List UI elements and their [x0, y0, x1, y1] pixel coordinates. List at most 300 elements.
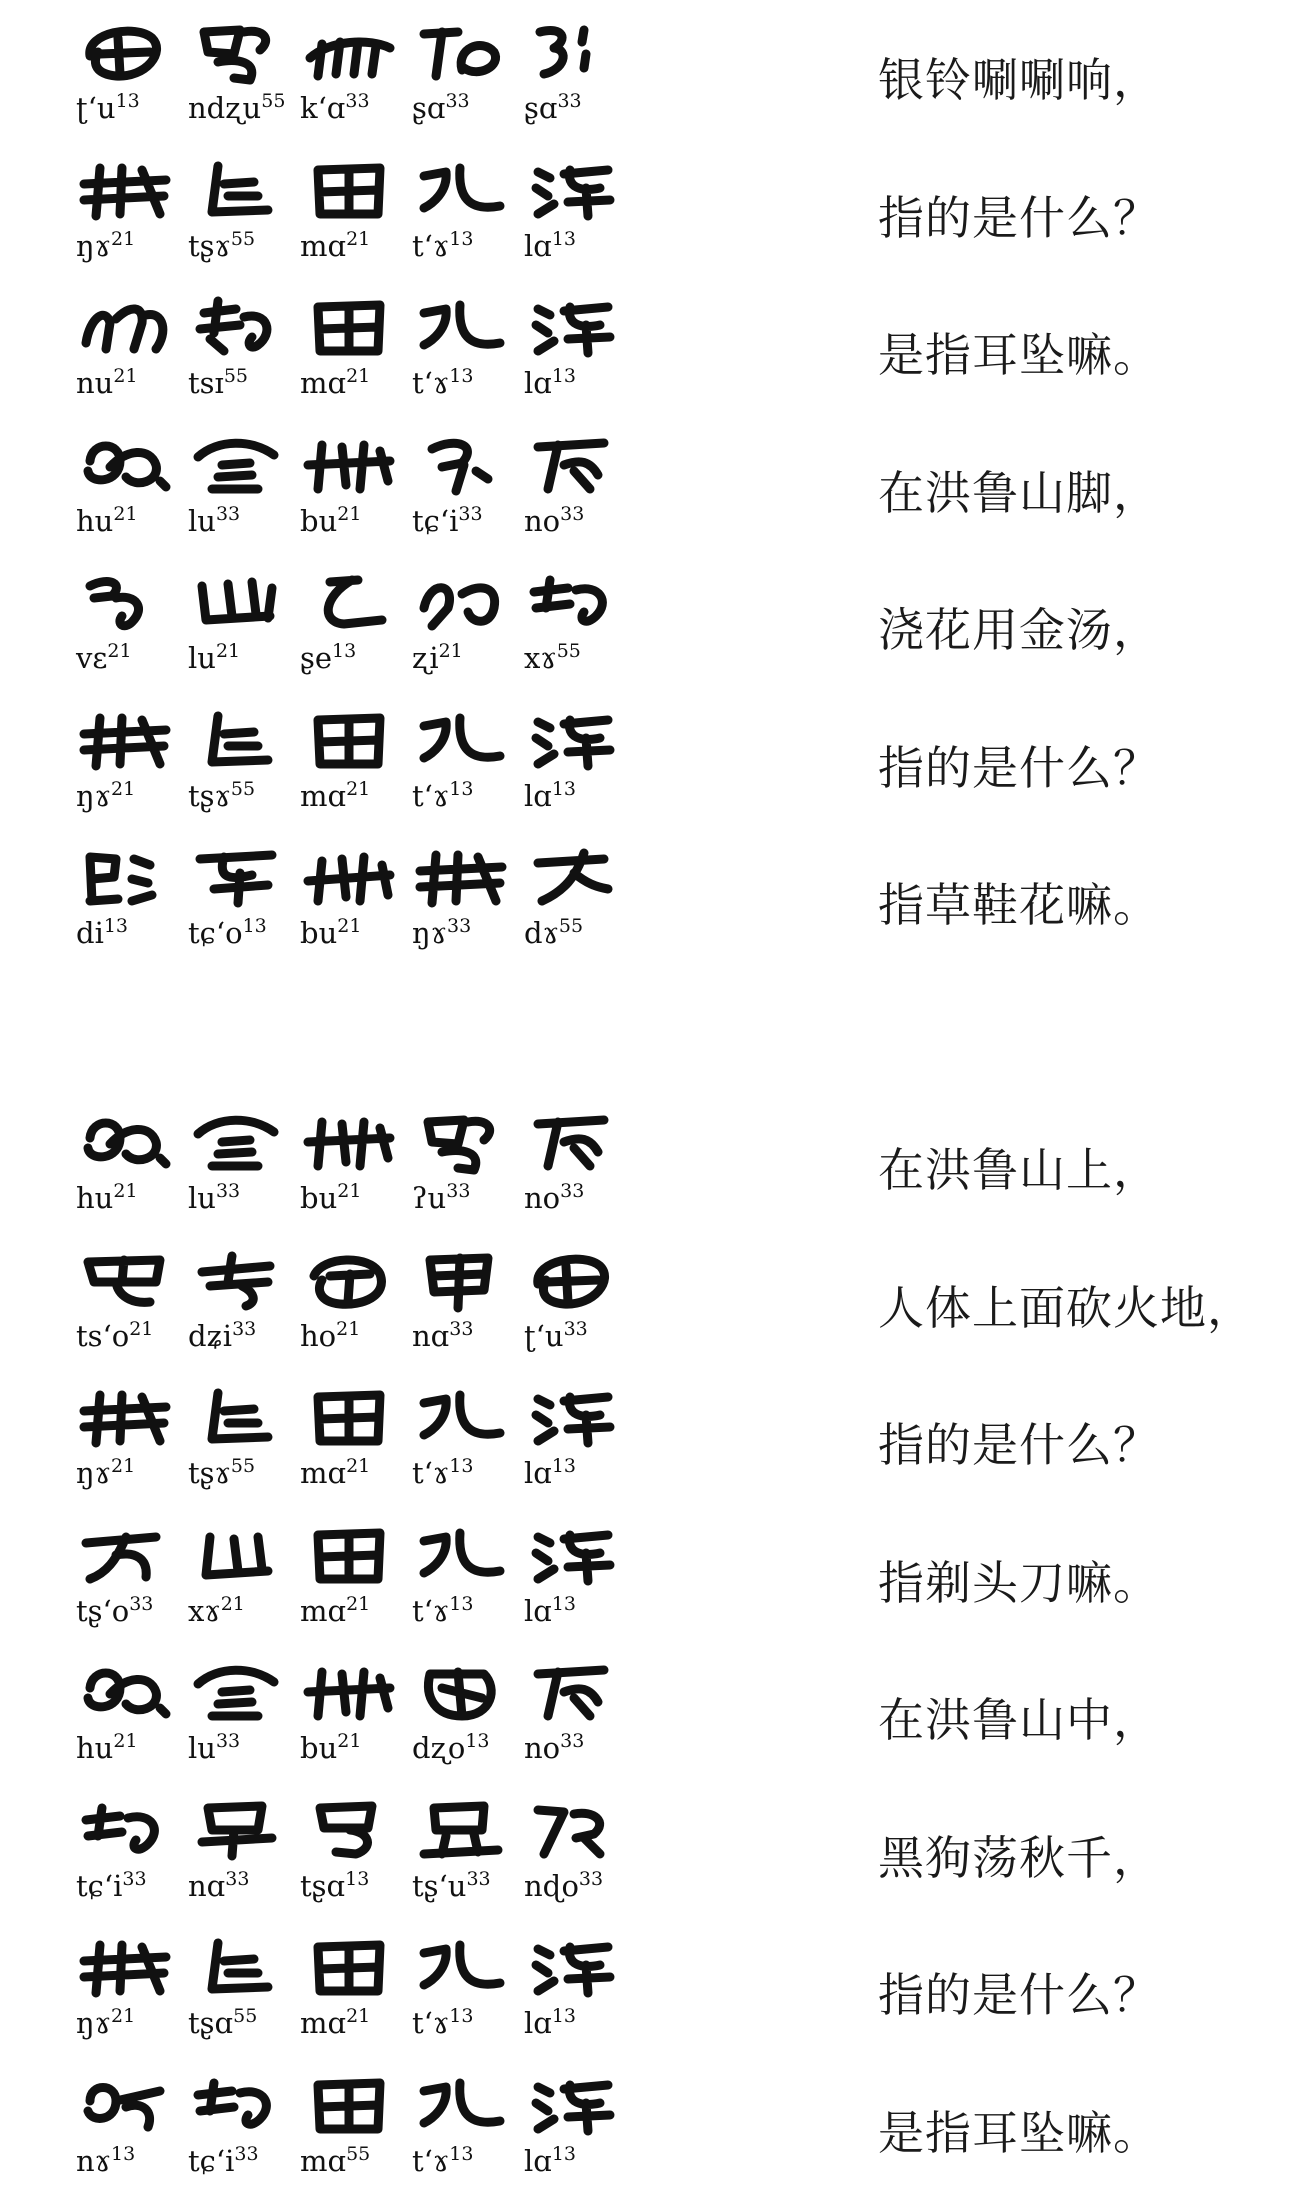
script-glyph-group — [76, 1796, 636, 1866]
syllable — [524, 1318, 622, 1358]
syllable-base: tɕʻi — [412, 503, 459, 538]
chinese-translation: 指草鞋花嘛。 — [878, 878, 1160, 932]
syllable-base: mɑ — [300, 1456, 347, 1490]
script-glyph-group — [76, 1933, 636, 2003]
syllable-base: ŋɤ — [412, 916, 448, 950]
syllable-base: lɑ — [524, 1456, 552, 1490]
syllable — [524, 365, 622, 405]
verse-line — [0, 1513, 1312, 1651]
script-glyph — [524, 431, 622, 501]
tone-number: 21 — [337, 502, 362, 525]
syllable — [524, 90, 622, 130]
syllable — [300, 778, 398, 818]
script-glyph — [412, 293, 510, 363]
script-glyph — [300, 1246, 398, 1316]
syllable-base: no — [524, 1731, 561, 1765]
script-glyph — [188, 293, 286, 363]
syllable-base: lu — [188, 503, 216, 538]
verse-line — [0, 1650, 1312, 1788]
script-glyph — [188, 2071, 286, 2141]
syllable — [412, 1868, 510, 1908]
phonetic-line — [76, 2143, 636, 2183]
syllable-base: tʂɤ — [188, 228, 231, 263]
chinese-translation: 人体上面砍火地， — [878, 1280, 1254, 1335]
tone-number: 55 — [261, 90, 286, 112]
syllable — [76, 1180, 174, 1220]
script-glyph-group — [76, 293, 636, 363]
script-glyph — [188, 1383, 286, 1453]
syllable-base: tʻɤ — [412, 2143, 450, 2178]
syllable — [300, 915, 398, 955]
script-glyph — [76, 1658, 174, 1728]
verse-line — [0, 835, 1312, 973]
tone-number: 55 — [223, 365, 248, 387]
script-glyph — [524, 843, 622, 913]
phonetic-line — [76, 1730, 636, 1770]
syllable — [524, 778, 622, 818]
tone-number: 33 — [225, 1867, 250, 1890]
syllable-base: ʂɑ — [412, 91, 446, 125]
tone-number: 13 — [449, 777, 474, 800]
syllable-base: no — [524, 503, 561, 538]
script-glyph — [524, 2071, 622, 2141]
script-glyph-group — [76, 2071, 636, 2141]
syllable — [188, 365, 286, 405]
syllable — [76, 1730, 174, 1770]
script-glyph — [300, 1521, 398, 1591]
script-glyph — [188, 1521, 286, 1591]
syllable — [300, 1593, 398, 1633]
script-glyph — [524, 1658, 622, 1728]
syllable — [524, 2005, 622, 2045]
script-glyph — [524, 568, 622, 638]
tone-number: 13 — [551, 2142, 577, 2165]
tone-number: 13 — [449, 365, 474, 387]
syllable-base: ŋɤ — [76, 778, 112, 813]
script-glyph — [188, 1796, 286, 1866]
syllable — [76, 1868, 174, 1908]
syllable-base: lu — [188, 1181, 216, 1215]
section-2 — [0, 1100, 1312, 2200]
syllable — [188, 1730, 286, 1770]
phonetic-line — [76, 1868, 636, 1908]
script-glyph — [412, 1521, 510, 1591]
syllable — [300, 1180, 398, 1220]
tone-number: 13 — [551, 2005, 577, 2027]
tone-number: 21 — [111, 1455, 136, 1477]
section-1 — [0, 10, 1312, 973]
script-glyph — [188, 18, 286, 88]
script-glyph — [412, 1383, 510, 1453]
tone-number: 21 — [346, 1455, 371, 1477]
syllable-base: lɑ — [524, 2143, 552, 2178]
script-glyph — [524, 1933, 622, 2003]
syllable — [188, 778, 286, 818]
tone-number: 13 — [551, 1592, 577, 1615]
script-glyph-group — [76, 156, 636, 226]
syllable-base: dʐo — [412, 1731, 466, 1765]
syllable-base: tʂʻu — [412, 1868, 467, 1903]
tone-number: 13 — [449, 227, 474, 250]
syllable — [188, 915, 286, 955]
tone-number: 21 — [346, 1592, 371, 1615]
syllable-base: tʂʻo — [76, 1593, 130, 1628]
tone-number: 55 — [230, 777, 256, 800]
script-glyph — [76, 2071, 174, 2141]
syllable — [412, 2143, 510, 2183]
script-glyph — [188, 156, 286, 226]
tone-number: 33 — [449, 1317, 474, 1340]
syllable — [300, 1318, 398, 1358]
tone-number: 13 — [465, 1730, 490, 1752]
tone-number: 33 — [234, 2142, 259, 2165]
script-glyph — [76, 1796, 174, 1866]
script-glyph-group — [76, 706, 636, 776]
syllable — [76, 2005, 174, 2045]
script-glyph — [300, 1658, 398, 1728]
chinese-translation: 是指耳坠嘛。 — [878, 328, 1160, 382]
phonetic-line — [76, 365, 636, 405]
syllable-base: tɕʻi — [76, 1868, 123, 1903]
tone-number: 21 — [337, 1180, 362, 1202]
syllable — [524, 1730, 622, 1770]
syllable-base: bu — [300, 1181, 338, 1215]
syllable — [76, 228, 174, 268]
syllable — [300, 640, 398, 680]
chinese-translation: 指的是什么？ — [878, 740, 1160, 795]
phonetic-line — [76, 640, 636, 680]
script-glyph — [524, 1521, 622, 1591]
script-glyph-group — [76, 1108, 636, 1178]
syllable — [76, 2143, 174, 2183]
script-glyph — [300, 431, 398, 501]
syllable-base: lɑ — [524, 1593, 552, 1628]
chinese-translation: 在洪鲁山上， — [878, 1143, 1160, 1197]
script-glyph — [524, 1246, 622, 1316]
script-glyph — [524, 1796, 622, 1866]
script-glyph — [300, 1933, 398, 2003]
syllable-base: tsʻo — [76, 1318, 130, 1353]
script-glyph — [412, 843, 510, 913]
tone-number: 33 — [345, 90, 370, 112]
script-glyph — [188, 1933, 286, 2003]
syllable-base: dɤ — [524, 916, 559, 950]
tone-number: 21 — [107, 640, 132, 662]
syllable-base: nɑ — [188, 1868, 226, 1903]
syllable-base: tɕʻo — [188, 916, 243, 950]
script-glyph — [524, 706, 622, 776]
chinese-translation: 黑狗荡秋千， — [878, 1830, 1160, 1885]
syllable — [524, 1593, 622, 1633]
syllable-base: bu — [300, 916, 338, 950]
syllable-base: ʐi — [412, 641, 439, 675]
syllable-base: di — [76, 916, 104, 950]
tone-number: 55 — [346, 2142, 371, 2165]
script-glyph — [412, 2071, 510, 2141]
syllable — [524, 640, 622, 680]
tone-number: 33 — [458, 502, 483, 525]
syllable — [412, 1730, 510, 1770]
tone-number: 21 — [111, 227, 136, 250]
syllable — [300, 90, 398, 130]
tone-number: 21 — [346, 365, 371, 387]
syllable-base: lɑ — [524, 778, 552, 813]
syllable-base: no — [524, 1181, 561, 1215]
script-glyph — [300, 18, 398, 88]
script-glyph — [524, 156, 622, 226]
syllable-base: ho — [300, 1318, 337, 1353]
script-glyph-group — [76, 1383, 636, 1453]
syllable-base: lɑ — [524, 228, 552, 263]
syllable-base: nu — [76, 366, 114, 400]
syllable — [188, 90, 286, 130]
script-glyph — [188, 843, 286, 913]
script-glyph — [76, 156, 174, 226]
tone-number: 33 — [560, 1180, 585, 1202]
syllable-base: ʔu — [412, 1181, 447, 1215]
verse-line — [0, 285, 1312, 423]
tone-number: 33 — [557, 90, 582, 112]
script-glyph — [300, 293, 398, 363]
tone-number: 21 — [111, 777, 136, 800]
syllable-base: tʂɑ — [188, 2006, 234, 2040]
script-glyph — [412, 1796, 510, 1866]
tone-number: 33 — [122, 1867, 147, 1890]
chinese-translation: 是指耳坠嘛。 — [878, 2105, 1160, 2160]
syllable — [188, 1455, 286, 1495]
script-glyph-group — [76, 1658, 636, 1728]
script-glyph — [76, 293, 174, 363]
script-glyph-group — [76, 843, 636, 913]
script-glyph-group — [76, 1521, 636, 1591]
phonetic-line — [76, 228, 636, 268]
script-glyph — [412, 706, 510, 776]
syllable-base: nɖo — [524, 1868, 579, 1903]
tone-number: 13 — [551, 227, 577, 250]
syllable-base: hu — [76, 1181, 114, 1215]
syllable-base: ŋɤ — [76, 1456, 112, 1490]
syllable-base: hu — [76, 503, 114, 538]
syllable — [412, 2005, 510, 2045]
syllable — [76, 640, 174, 680]
chinese-translation: 在洪鲁山脚， — [878, 465, 1160, 520]
syllable — [412, 778, 510, 818]
script-glyph — [76, 18, 174, 88]
tone-number: 33 — [445, 90, 470, 112]
tone-number: 33 — [578, 1867, 604, 1890]
script-glyph-group — [76, 18, 636, 88]
syllable — [188, 228, 286, 268]
syllable-base: bu — [300, 1731, 338, 1765]
tone-number: 13 — [103, 915, 129, 937]
script-glyph — [412, 1246, 510, 1316]
syllable-base: tsɪ — [188, 366, 224, 400]
tone-number: 13 — [449, 2005, 474, 2027]
tone-number: 13 — [449, 2142, 474, 2165]
syllable-base: tʻɤ — [412, 2006, 450, 2040]
syllable-base: bu — [300, 503, 338, 538]
syllable — [412, 1593, 510, 1633]
syllable-base: nɑ — [412, 1318, 450, 1353]
script-glyph — [524, 18, 622, 88]
script-glyph — [412, 156, 510, 226]
syllable — [524, 228, 622, 268]
syllable-base: ʂɑ — [524, 91, 558, 125]
script-glyph — [76, 843, 174, 913]
script-glyph — [188, 706, 286, 776]
syllable-base: ŋɤ — [76, 2006, 112, 2040]
script-glyph — [300, 1108, 398, 1178]
syllable — [412, 1180, 510, 1220]
script-glyph — [300, 2071, 398, 2141]
phonetic-line — [76, 1180, 636, 1220]
syllable — [76, 365, 174, 405]
syllable — [412, 365, 510, 405]
syllable — [300, 365, 398, 405]
syllable — [300, 1455, 398, 1495]
script-glyph — [188, 1246, 286, 1316]
syllable — [188, 1318, 286, 1358]
tone-number: 55 — [558, 915, 584, 937]
syllable — [300, 2143, 398, 2183]
tone-number: 33 — [215, 1730, 241, 1752]
verse-line — [0, 148, 1312, 286]
syllable — [524, 2143, 622, 2183]
syllable — [300, 1868, 398, 1908]
verse-line — [0, 1925, 1312, 2063]
tone-number: 55 — [230, 1455, 256, 1477]
tone-number: 33 — [232, 1317, 257, 1340]
tone-number: 21 — [113, 365, 138, 387]
tone-number: 13 — [115, 90, 140, 112]
tone-number: 33 — [447, 915, 472, 937]
verse-line — [0, 1100, 1312, 1238]
syllable-base: tʻɤ — [412, 1593, 450, 1628]
syllable-base: tʻɤ — [412, 1456, 450, 1490]
syllable — [76, 1318, 174, 1358]
syllable — [412, 503, 510, 543]
tone-number: 55 — [230, 227, 256, 250]
tone-number: 13 — [551, 777, 577, 800]
verse-line — [0, 1238, 1312, 1376]
script-glyph — [300, 156, 398, 226]
syllable-base: ndʐu — [188, 91, 262, 125]
tone-number: 13 — [551, 365, 577, 387]
script-glyph — [412, 1658, 510, 1728]
phonetic-line — [76, 1455, 636, 1495]
script-glyph — [76, 1383, 174, 1453]
syllable-base: ʂe — [300, 641, 333, 675]
tone-number: 21 — [438, 640, 463, 662]
syllable-base: mɑ — [300, 778, 347, 813]
script-glyph — [76, 568, 174, 638]
script-glyph — [188, 568, 286, 638]
tone-number: 13 — [449, 1455, 474, 1477]
script-glyph — [300, 706, 398, 776]
script-glyph — [412, 1108, 510, 1178]
syllable-base: ŋɤ — [76, 228, 112, 263]
script-glyph — [412, 18, 510, 88]
tone-number: 55 — [233, 2005, 258, 2027]
chinese-translation: 指的是什么？ — [878, 190, 1160, 245]
syllable — [76, 1593, 174, 1633]
tone-number: 21 — [337, 915, 362, 937]
script-glyph — [76, 706, 174, 776]
chinese-translation: 浇花用金汤， — [878, 603, 1160, 657]
script-glyph — [524, 293, 622, 363]
phonetic-line — [76, 90, 636, 130]
syllable — [300, 1730, 398, 1770]
syllable-base: mɑ — [300, 2143, 347, 2178]
syllable — [188, 640, 286, 680]
syllable — [76, 778, 174, 818]
syllable — [524, 1868, 622, 1908]
verse-line — [0, 2063, 1312, 2201]
script-glyph — [188, 1108, 286, 1178]
syllable — [412, 915, 510, 955]
syllable — [412, 90, 510, 130]
tone-number: 13 — [345, 1867, 370, 1890]
tone-number: 33 — [215, 1180, 241, 1202]
syllable-base: nɤ — [76, 2143, 112, 2178]
script-glyph — [412, 431, 510, 501]
phonetic-line — [76, 778, 636, 818]
syllable — [412, 640, 510, 680]
verse-line — [0, 698, 1312, 836]
syllable-base: dʑi — [188, 1318, 233, 1353]
tone-number: 21 — [113, 1180, 138, 1202]
syllable — [76, 503, 174, 543]
script-glyph — [76, 1933, 174, 2003]
tone-number: 21 — [336, 1317, 361, 1340]
tone-number: 21 — [111, 2005, 136, 2027]
script-glyph — [76, 431, 174, 501]
script-glyph — [76, 1108, 174, 1178]
syllable-base: mɑ — [300, 2006, 347, 2040]
syllable — [524, 503, 622, 543]
syllable-base: mɑ — [300, 1593, 347, 1628]
syllable-base: tʂɤ — [188, 778, 231, 813]
script-glyph — [412, 1933, 510, 2003]
verse-line — [0, 10, 1312, 148]
tone-number: 33 — [466, 1867, 491, 1890]
script-glyph — [524, 1383, 622, 1453]
syllable — [76, 1455, 174, 1495]
syllable-base: lɑ — [524, 2006, 552, 2040]
syllable — [300, 2005, 398, 2045]
script-glyph — [300, 1383, 398, 1453]
script-glyph — [300, 1796, 398, 1866]
tone-number: 13 — [242, 915, 267, 937]
tone-number: 33 — [563, 1317, 588, 1340]
syllable-base: vɛ — [76, 641, 108, 675]
syllable-base: ʈʻu — [524, 1318, 564, 1353]
tone-number: 33 — [560, 1730, 585, 1752]
syllable — [188, 1868, 286, 1908]
syllable — [300, 228, 398, 268]
phonetic-line — [76, 915, 636, 955]
syllable — [300, 503, 398, 543]
tone-number: 55 — [556, 640, 581, 662]
chinese-translation: 指剃头刀嘛。 — [878, 1555, 1160, 1610]
script-glyph — [188, 431, 286, 501]
tone-number: 21 — [346, 777, 371, 800]
syllable-base: tʂɤ — [188, 1456, 231, 1490]
script-glyph — [300, 568, 398, 638]
syllable — [188, 1180, 286, 1220]
syllable-base: lu — [188, 641, 216, 675]
tone-number: 21 — [346, 2005, 371, 2027]
